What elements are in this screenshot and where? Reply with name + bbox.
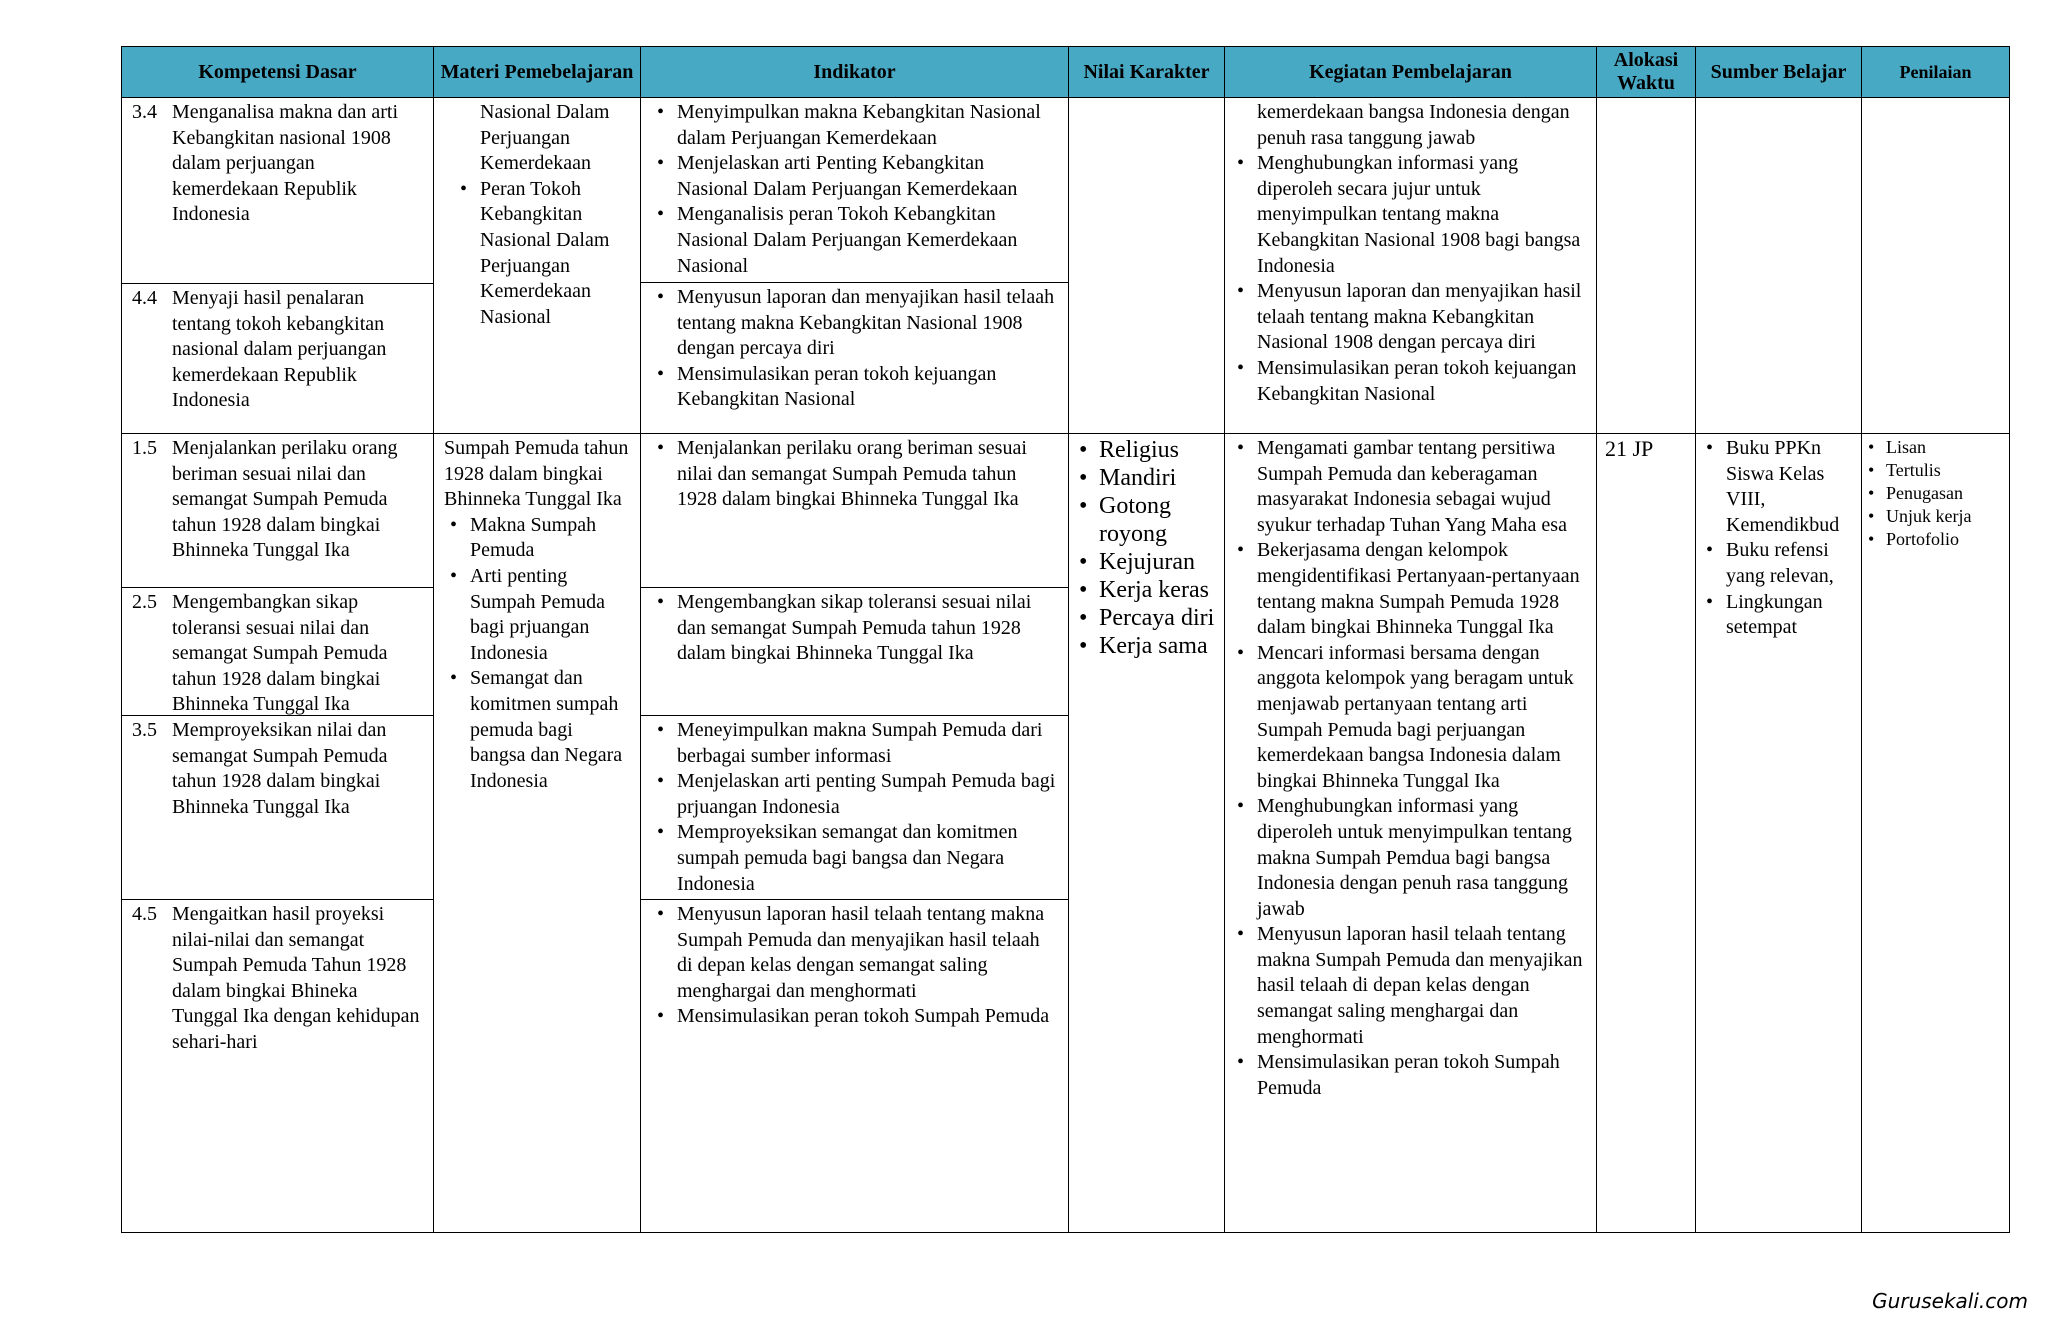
kd-cell [122,434,434,1233]
list-item: • Menganalisis peran Tokoh Kebangkitan Nasional Dalam Perjuangan Kemerdekaan Nasional [651,202,1060,279]
list-item: • Kerja sama [1073,632,1216,660]
kd-item [122,899,433,1056]
list-item: • Makna Sumpah Pemuda [444,513,632,564]
list-item: • Percaya diri [1073,604,1216,632]
list-item: • Mensimulasikan peran tokoh kejuangan Kebangkitan Nasional [1231,356,1588,407]
list-item: • Buku PPKn Siswa Kelas VIII, Kemendikbud [1700,436,1853,538]
list-item: • Bekerjasama dengan kelompok mengidentifikasi Pertanyaan-pertanyaan tentang makna Sumpah Pemuda 1928 dalam bingkai Bhinneka Tunggal Ika [1231,538,1588,640]
list-item: • Menyusun laporan hasil telaah tentang makna Sumpah Pemuda dan menyajikan hasil telaah di depan kelas dengan semangat saling menghargai dan menghormati [651,902,1060,1004]
list-item: • Menyusun laporan hasil telaah tentang makna Sumpah Pemuda dan menyajikan hasil telaah di depan kelas dengan semangat saling menghargai dan menghormati [1231,922,1588,1050]
list-item: • Portofolio [1866,528,2001,551]
kd-item [122,715,433,899]
list-item: • Mencari informasi bersama dengan anggota kelompok yang beragam untuk menjawab pertanyaan tentang arti Sumpah Pemuda bagi perjuangan kemerdekaan bangsa Indonesia dalam bingkai Bhinneka Tunggal Ika [1231,641,1588,795]
kd-item [122,283,433,414]
materi-cell [434,434,641,1233]
header-alokasi: Alokasi Waktu [1597,47,1696,98]
list-item: • Buku refensi yang relevan, [1700,538,1853,589]
sumber-cell [1696,98,1862,434]
list-item: • Lisan [1866,436,2001,459]
kd-number: 3.5 [132,719,157,741]
kd-text: Menjalankan perilaku orang beriman sesuai nilai dan semangat Sumpah Pemuda tahun 1928 dalam bingkai Bhinneka Tunggal Ika [172,437,398,562]
sumber-cell [1696,434,1862,1233]
kd-text: Menganalisa makna dan arti Kebangkitan nasional 1908 dalam perjuangan kemerdekaan Republik Indonesia [172,101,399,226]
materi-lead: Nasional Dalam Perjuangan Kemerdekaan [480,101,610,175]
kd-cell [122,98,434,434]
list-item: • Tertulis [1866,459,2001,482]
kd-text: Mengembangkan sikap toleransi sesuai nilai dan semangat Sumpah Pemuda tahun 1928 dalam bingkai Bhinneka Tunggal Ika [172,591,388,716]
list-item: • Mensimulasikan peran tokoh Sumpah Pemuda [651,1004,1060,1030]
syllabus-table [121,46,2010,1233]
list-item: • Gotong royong [1073,492,1216,548]
list-item: • Lingkungan setempat [1700,590,1853,641]
header-sumber: Sumber Belajar [1696,47,1862,98]
kegiatan-cell [1225,434,1597,1233]
list-item: • Penugasan [1866,482,2001,505]
list-item: • Mandiri [1073,464,1216,492]
list-item: • Religius [1073,436,1216,464]
alokasi-value: 21 JP [1605,436,1654,461]
list-item: • Menjalankan perilaku orang beriman sesuai nilai dan semangat Sumpah Pemuda tahun 1928 dalam bingkai Bhinneka Tunggal Ika [651,436,1060,513]
list-item: • Mengamati gambar tentang persitiwa Sumpah Pemuda dan keberagaman masyarakat Indonesia sebagai wujud syukur terhadap Tuhan Yang Maha esa [1231,436,1588,538]
kegiatan-lead: kemerdekaan bangsa Indonesia dengan penuh rasa tanggung jawab [1257,101,1570,149]
nilai-cell [1069,434,1225,1233]
list-item: • Kejujuran [1073,548,1216,576]
list-item: • Memproyeksikan semangat dan komitmen sumpah pemuda bagi bangsa dan Negara Indonesia [651,820,1060,897]
list-item: • Peran Tokoh Kebangkitan Nasional Dalam Perjuangan Kemerdekaan Nasional [454,177,632,331]
alokasi-cell [1597,98,1696,434]
list-item: • Menyimpulkan makna Kebangkitan Nasional dalam Perjuangan Kemerdekaan [651,100,1060,151]
kd-text: Mengaitkan hasil proyeksi nilai-nilai dan semangat Sumpah Pemuda Tahun 1928 dalam bingkai Bhineka Tunggal Ika dengan kehidupan sehari-hari [172,903,420,1053]
materi-cell [434,98,641,434]
list-item: • Menyusun laporan dan menyajikan hasil telaah tentang makna Kebangkitan Nasional 1908 dengan percaya diri [1231,279,1588,356]
table-row [122,434,2010,1233]
kd-text: Menyaji hasil penalaran tentang tokoh kebangkitan nasional dalam perjuangan kemerdekaan Republik Indonesia [172,287,387,412]
list-item: • Menjelaskan arti Penting Kebangkitan Nasional Dalam Perjuangan Kemerdekaan [651,151,1060,202]
list-item: • Mensimulasikan peran tokoh kejuangan Kebangkitan Nasional [651,362,1060,413]
kd-number: 4.5 [132,903,157,925]
indikator-cell [641,98,1069,434]
list-item: • Mengembangkan sikap toleransi sesuai nilai dan semangat Sumpah Pemuda tahun 1928 dalam bingkai Bhinneka Tunggal Ika [651,590,1060,667]
kd-item [122,434,433,587]
kd-item [122,587,433,715]
alokasi-cell [1597,434,1696,1233]
header-kompetensi-dasar: Kompetensi Dasar [122,47,434,98]
kegiatan-cell [1225,98,1597,434]
list-item: • Menyusun laporan dan menyajikan hasil telaah tentang makna Kebangkitan Nasional 1908 dengan percaya diri [651,285,1060,362]
list-item: • Unjuk kerja [1866,505,2001,528]
list-item: • Menghubungkan informasi yang diperoleh secara jujur untuk menyimpulkan tentang makna Kebangkitan Nasional 1908 bagi bangsa Indonesia [1231,151,1588,279]
header-materi: Materi Pemebelajaran [434,47,641,98]
header-indikator: Indikator [641,47,1069,98]
list-item: • Semangat dan komitmen sumpah pemuda bagi bangsa dan Negara Indonesia [444,666,632,794]
header-kegiatan: Kegiatan Pembelajaran [1225,47,1597,98]
nilai-cell [1069,98,1225,434]
penilaian-cell [1862,434,2010,1233]
list-item: • Kerja keras [1073,576,1216,604]
penilaian-cell [1862,98,2010,434]
header-row [122,47,2010,98]
kd-item [122,98,433,283]
kd-number: 3.4 [132,101,157,123]
kd-text: Memproyeksikan nilai dan semangat Sumpah Pemuda tahun 1928 dalam bingkai Bhinneka Tunggal Ika [172,719,388,818]
list-item: • Mensimulasikan peran tokoh Sumpah Pemuda [1231,1050,1588,1101]
list-item: • Meneyimpulkan makna Sumpah Pemuda dari berbagai sumber informasi [651,718,1060,769]
materi-lead: Sumpah Pemuda tahun 1928 dalam bingkai Bhinneka Tunggal Ika [444,437,629,511]
kd-number: 2.5 [132,591,157,613]
indikator-cell [641,434,1069,1233]
kd-number: 4.4 [132,287,157,309]
watermark: Gurusekali.com [1872,1289,2028,1313]
list-item: • Menghubungkan informasi yang diperoleh untuk menyimpulkan tentang makna Sumpah Pemdua bagi bangsa Indonesia dengan penuh rasa tanggung jawab [1231,794,1588,922]
header-nilai-karakter: Nilai Karakter [1069,47,1225,98]
kd-number: 1.5 [132,437,157,459]
list-item: • Menjelaskan arti penting Sumpah Pemuda bagi prjuangan Indonesia [651,769,1060,820]
table-row [122,98,2010,434]
header-penilaian: Penilaian [1862,47,2010,98]
list-item: • Arti penting Sumpah Pemuda bagi prjuangan Indonesia [444,564,632,666]
